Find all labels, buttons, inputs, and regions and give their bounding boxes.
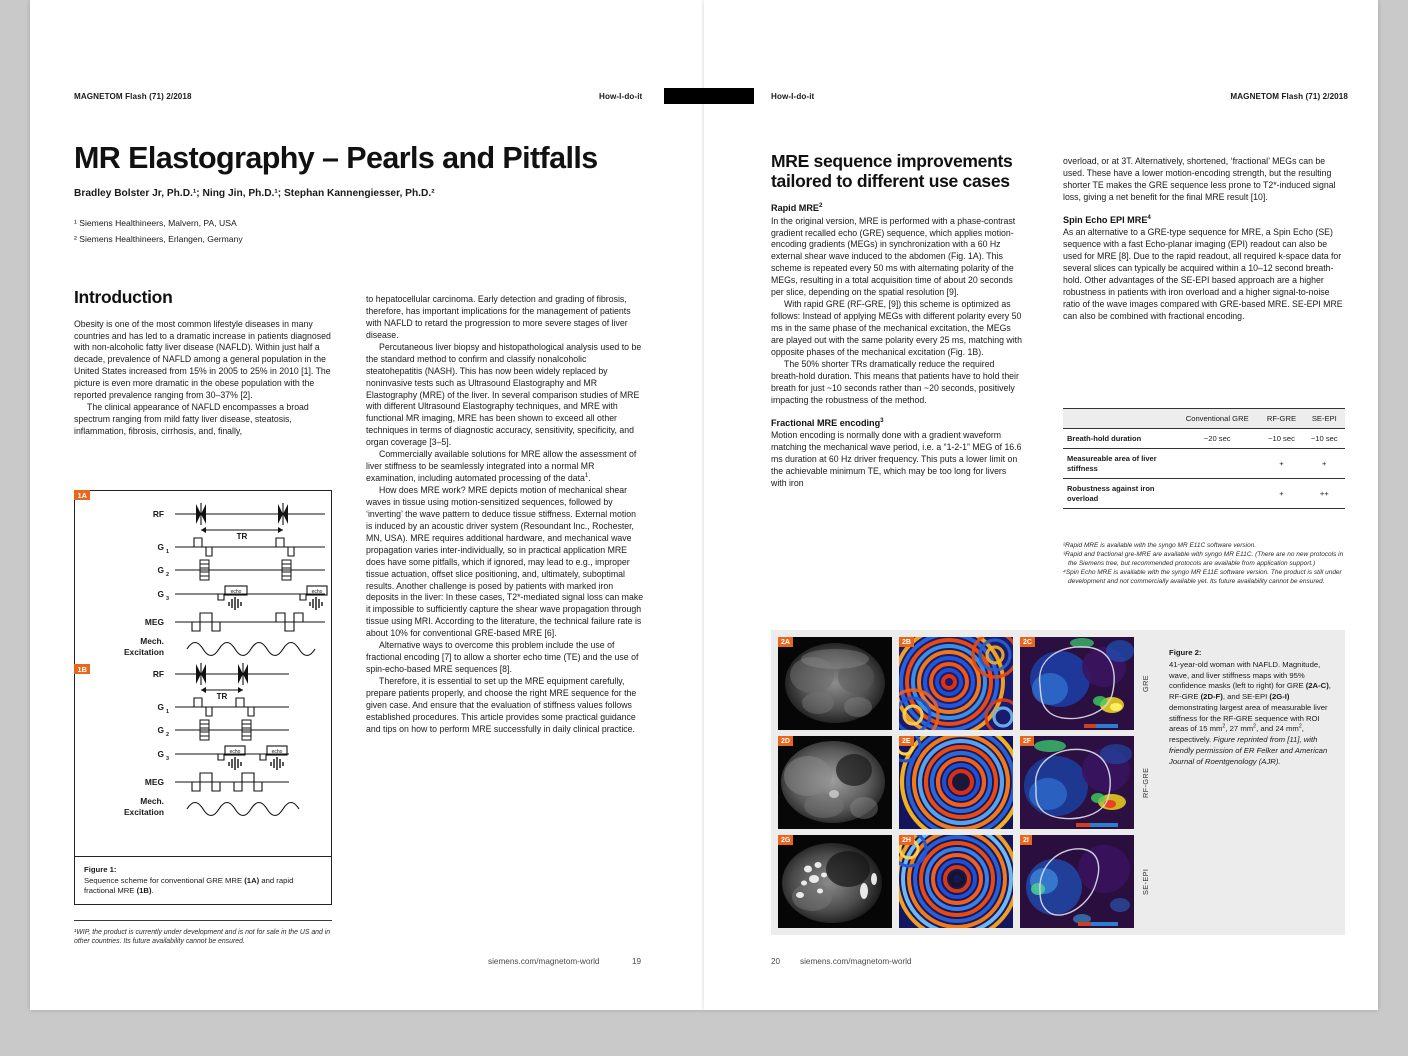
figure-tag-1b: 1B [74,664,90,674]
footnote-marker-1: 1 [584,472,589,480]
figure-2-tag-2g: 2G [778,835,793,845]
column-mre-improvements [771,152,1023,490]
svg-text:G: G [157,702,164,712]
svg-text:echo: echo [229,749,241,755]
figure-1-ref-a: (1A) [244,875,260,885]
spacer [1063,204,1345,214]
table-body [1063,429,1345,509]
subheading-text: Fractional MRE encoding [771,417,881,428]
section-heading-mre-improvements [771,152,1023,191]
table-row-label: Measureable area of liver stiffness [1067,454,1157,473]
subheading-rapid-mre [771,202,1023,214]
page-number-19: 19 [632,957,642,966]
figure-tag-1a: 1A [74,490,90,500]
figure-2-panel-2e [899,736,1013,829]
figure-2-panel-2b [899,637,1013,730]
table-col-header-rf-gre: RF-GRE [1259,409,1303,429]
paragraph: Percutaneous liver biopsy and histopathological analysis used to be the standard method to confirm and classify nonalcoholic steatohepatitis (NASH). This has now been widely replaced by noninvasive tests such as Ultrasound Elastography and MR Elastography (MRE) of the liver. In several comparison studies of MRE with different Ultrasound Elastography techniques, and MRE with functional MR imaging, MRE has been shown to exceed all other techniques in terms of diagnostic accuracy, sensitivity, specificity, and organ coverage [3–5]. [366,341,642,448]
affiliation-2: ² Siemens Healthineers, Erlangen, Germany [74,234,243,244]
paragraph-text: Commercially available solutions for MRE allow the assessment of liver stiffness to be seamlessly integrated into a normal MR examination, including automated processing of the data [366,449,637,484]
svg-text:G: G [157,565,164,575]
svg-text:Mech.: Mech. [140,796,164,806]
figure-2-tag-2c: 2C [1020,637,1035,647]
pulse-sequence-diagram [75,491,331,836]
svg-text:echo: echo [230,589,242,595]
column-spin-echo [1063,156,1345,323]
page-number-20: 20 [771,957,781,966]
svg-text:G: G [157,749,164,759]
table-row-label: Robustness against iron overload [1067,484,1155,503]
mri-magnitude-image [778,637,892,730]
figure-1 [74,490,332,905]
heading-line-2: tailored to different use cases [771,170,1010,191]
mri-stiffness-map-image [1020,637,1134,730]
figure-2-tag-2e: 2E [899,736,914,746]
figure-2-tag-2b: 2B [899,637,914,647]
figure-2-row-label-gre: GRE [1141,675,1150,693]
figure-1-caption-title: Figure 1: [84,865,117,875]
unit-superscript: 2 [1298,723,1302,730]
svg-text:3: 3 [166,756,169,762]
table-cell: + [1279,459,1284,469]
column-intro-cont [366,294,644,736]
figure-2-ref-2a-c: (2A-C) [1305,681,1329,691]
figure-2-row-label-rf-gre: RF-GRE [1141,767,1150,798]
paragraph: overload, or at 3T. Alternatively, shortened, ‘fractional’ MEGs can be used. These have a lower motion-encoding strength, but the resulting shorter TE makes the GRE sequence less prone to T2*-induced signal loss, giving a net benefit for the final MRE result [10]. [1063,156,1336,202]
figure-2-tag-2a: 2A [778,637,793,647]
paragraph: Motion encoding is normally done with a gradient waveform matching the mechanical wave period, i.e. a “1-2-1” MEG of 16.6 ms duration at 60 Hz driver frequency. This puts a lower limit on the achievable minimum TE, which may be too long for livers with iron [771,430,1022,488]
figure-2-caption-p7: , respectively. [1169,724,1304,745]
mri-stiffness-map-image [1020,736,1134,829]
figure-2-panel-2g [778,835,892,928]
mri-magnitude-image [778,736,892,829]
figure-2-panel-2a [778,637,892,730]
runhead-left: MAGNETOM Flash (71) 2/2018 [74,92,192,101]
figure-2-ref-2g-i: (2G-I) [1269,692,1290,702]
unit-superscript: 2 [1222,723,1226,730]
figure-2-panel-2f [1020,736,1134,829]
figure-2-panel-2d [778,736,892,829]
figure-2-caption-credit: Figure reprinted from [11], with friendly permission of ER Felker and American Journal of Roentgenology (AJR). [1169,735,1328,766]
paragraph: With rapid GRE (RF-GRE, [9]) this scheme is optimized as follows: Instead of applying MEGs with different polarity every 50 ms in the same phase of the mechanical excitation, the MEGs are played out with the same polarity every 25 ms, matching with opposite phases of the mechanical excitation (Fig. 1B). [771,299,1022,357]
table-cell [1175,449,1259,479]
figure-2-ref-2d-f: (2D-F) [1200,692,1223,702]
page-title: MR Elastography – Pearls and Pitfalls [74,141,598,175]
figure-2-tag-2d: 2D [778,736,793,746]
mri-magnitude-image [778,835,892,928]
mri-stiffness-map-image [1020,835,1134,928]
svg-text:RF: RF [152,509,164,519]
footnote-marker-3: 3 [880,416,884,424]
paragraph [366,449,644,485]
table-footnote-2: ²Rapid MRE is available with the syngo MR E11C software version. [1063,542,1257,549]
svg-text:MEG: MEG [144,777,164,787]
figure-2-row-label-se-epi: SE-EPI [1141,868,1150,895]
paragraph: As an alternative to a GRE-type sequence for MRE, a Spin Echo (SE) sequence with a fast Echo-planar imaging (EPI) readout can also be used for MRE [8]. Due to the rapid readout, all required k-space data for several slices can typically be acquired within a 10–12 second breath-hold. Other advantages of the SE-EPI based approach are a higher robustness in patients with iron overload and a higher signal-to-noise ratio of the wave images compared with GRE-based MRE. SE-EPI MRE can also be combined with fractional encoding. [1063,227,1343,321]
column-intro [74,288,332,438]
table-row [1063,449,1345,479]
figure-1-caption [75,856,331,904]
svg-text:RF: RF [152,669,164,679]
footnote-left-page: ¹WIP, the product is currently under development and is not for sale in the US and in other countries. Its future availability cannot be ensured. [74,929,331,946]
mri-wave-image [899,835,1013,928]
figure-2-caption-p3: , and SE-EPI [1222,692,1270,702]
table-row [1063,479,1345,509]
affiliation-1: ¹ Siemens Healthineers, Malvern, PA, USA [74,218,237,228]
footnote-divider [74,920,332,921]
sequence-comparison-table [1063,408,1345,509]
table-head [1063,409,1345,429]
redaction-bar [664,88,754,104]
figure-2-panel-2c [1020,637,1134,730]
paragraph: In the original version, MRE is performed with a phase-contrast gradient recalled echo (GRE) sequence, which applies motion-encoding gradients (MEGs) in synchronization with a 60 Hz external shear wave induced to the abdomen (Fig. 1A). This scheme is repeated every 50 ms with alternating polarity of the MEGs, resulting in a total acquisition time of about 20 seconds per slice, depending on the spatial resolution [9]. [771,215,1016,298]
figure-2-caption-p6: , and 24 mm [1256,724,1299,734]
svg-text:MEG: MEG [144,617,164,627]
spacer [771,407,1023,417]
mri-wave-image [899,637,1013,730]
svg-text:2: 2 [166,732,169,738]
paragraph: How does MRE work? MRE depicts motion of mechanical shear waves in tissue using motion-sensitized sequences, followed by ‘inverting’ the wave pattern to deduce tissue stiffness. External motion is induced by an acoustic driver system (Resoundant Inc., Rochester, MN, USA). MRE requires additional hardware, and mechanical wave propagation varies inter-individually, so in practical application MRE does have some pitfalls, which if ignored, may lead to e.g., improper tissue actuation, offset slice positioning, and, ultimately, suboptimal results. Another challenge is posed by patients with marked iron deposits in the liver: In these cases, T2*-mediated signal loss can make it impossible to sufficiently capture the shear wave propagation through tissue using MRI. According to the literature, the technical failure rate is about 10% for conventional GRE-based MRE [6]. [366,485,644,639]
paragraph: The 50% shorter TRs dramatically reduce the required breath-hold duration. This means that patients have to hold their breath for just ~10 seconds rather than ~20 seconds, positively impacting the robustness of the method. [771,358,1019,405]
svg-text:Excitation: Excitation [123,647,164,657]
paragraph: The clinical appearance of NAFLD encompasses a broad spectrum ranging from mild fatty liver disease, steatosis, inflammation, fibrosis, cirrhosis, and, finally, [74,402,309,437]
mri-wave-image [899,736,1013,829]
svg-text:1: 1 [166,709,169,715]
subheading-spin-echo-epi [1063,214,1345,226]
svg-text:echo: echo [271,749,283,755]
svg-text:TR: TR [216,692,228,701]
figure-2-tag-2h: 2H [899,835,914,845]
runhead-center-left: How-I-do-it [599,92,643,101]
svg-text:echo: echo [311,589,323,595]
table-cell: ~10 sec [1310,434,1338,444]
table-row [1063,429,1345,449]
svg-text:1: 1 [166,549,169,555]
table-cell [1175,479,1259,509]
svg-text:G: G [157,542,164,552]
svg-text:Excitation: Excitation [123,807,164,817]
paragraph: Therefore, it is essential to set up the MRE equipment carefully, prepare patients properly, and choose the right MRE sequence for the given case. And ensure that the evaluation of stiffness values follows established procedures. This article provides some practical guidance and tips on how to perform MRE successfully in daily clinical practice. [366,676,637,734]
figure-2-caption [1169,648,1335,768]
table-cell: ~10 sec [1268,434,1295,444]
svg-text:G: G [157,725,164,735]
table-footnote-3: ³Rapid and fractional gre-MRE are available with syngo MR E11C. (There are no new protocols in the Siemens tree, but recommended protocols are available from application support.) [1063,550,1344,567]
table-cell: + [1279,489,1284,499]
section-heading-introduction: Introduction [74,287,173,307]
footer-url-right[interactable]: siemens.com/magnetom-world [800,957,912,966]
paragraph-period: . [588,473,591,484]
figure-2-caption-p4: demonstrating largest area of measurable liver stiffness for the RF-GRE sequence with ROI areas of 15 mm [1169,702,1328,734]
table-col-header-conventional-gre: Conventional GRE [1175,409,1259,429]
footer-url-left[interactable]: siemens.com/magnetom-world [488,957,600,966]
subheading-text: Spin Echo EPI MRE [1063,214,1148,225]
table-col-header-blank [1063,409,1175,429]
figure-1-ref-b: (1B) [136,885,152,895]
footnote-marker-4: 4 [1147,213,1151,221]
figure-2-caption-title: Figure 2: [1169,648,1202,657]
runhead-center-right: How-I-do-it [771,92,815,101]
figure-2-panel-2h [899,835,1013,928]
table-footnotes [1063,542,1347,587]
svg-text:2: 2 [166,572,169,578]
heading-line-1: MRE sequence improvements [771,151,1013,171]
paragraph: to hepatocellular carcinoma. Early detection and grading of fibrosis, therefore, has important implications for the management of patients with NAFLD to retard the progression to more severe stages of liver disease. [366,294,631,340]
unit-superscript: 2 [1253,723,1257,730]
paragraph: Obesity is one of the most common lifestyle diseases in many countries and has led to a dramatic increase in patients diagnosed with non-alcoholic fatty liver disease (NAFLD). Within just half a decade, prevalence of NAFLD among a general population in the United States increased from 15% in 2005 to 25% in 2010 [1]. The picture is even more dramatic in the obese population with the reported prevalence ranging from 30–37% [2]. [74,318,331,401]
figure-2-caption-p1: 41-year-old woman with NAFLD. Magnitude, wave, and liver stiffness maps with 95% confidence masks (left to right) for GRE [1169,659,1321,691]
table-footnote-4: ⁴Spin Echo MRE is available with the syngo MR E11E software version. The product is still under development and not commercially available yet. Its future availability cannot be ensured. [1063,568,1342,585]
figure-2-image-grid [771,630,1150,935]
figure-2-tag-2i: 2I [1020,835,1032,845]
figure-1-caption-text-a: Sequence scheme for conventional GRE MRE [84,875,245,885]
table-cell: ~20 sec [1203,434,1231,444]
subheading-text: Rapid MRE [771,203,819,214]
table-cell: ++ [1319,489,1329,499]
paragraph: Alternative ways to overcome this problem include the use of fractional encoding [7] to allow a shorter echo time (TE) and the use of spin-echo-based MRE sequences [8]. [366,640,639,675]
table-cell: + [1322,459,1327,469]
figure-2-panel-2i [1020,835,1134,928]
figure-2-caption-p5: , 27 mm [1225,724,1254,734]
figure-2 [771,630,1345,935]
svg-text:G: G [157,589,164,599]
table-row-label: Breath-hold duration [1067,434,1142,444]
figure-2-tag-2f: 2F [1020,736,1034,746]
figure-1-caption-text-b: and rapid fractional MRE [84,875,294,895]
table-col-header-se-epi: SE-EPI [1304,409,1345,429]
svg-text:TR: TR [236,532,248,541]
svg-text:3: 3 [166,596,169,602]
svg-text:Mech.: Mech. [140,636,164,646]
subheading-fractional-encoding [771,417,1023,429]
author-list: Bradley Bolster Jr, Ph.D.¹; Ning Jin, Ph.D.¹; Stephan Kannengiesser, Ph.D.² [74,188,435,199]
footnote-marker-2: 2 [819,202,823,210]
figure-1-caption-text-c: . [151,885,154,895]
runhead-right: MAGNETOM Flash (71) 2/2018 [1230,92,1348,101]
table-header-row [1063,409,1345,429]
figure-2-caption-p2: , RF-GRE [1169,681,1331,702]
